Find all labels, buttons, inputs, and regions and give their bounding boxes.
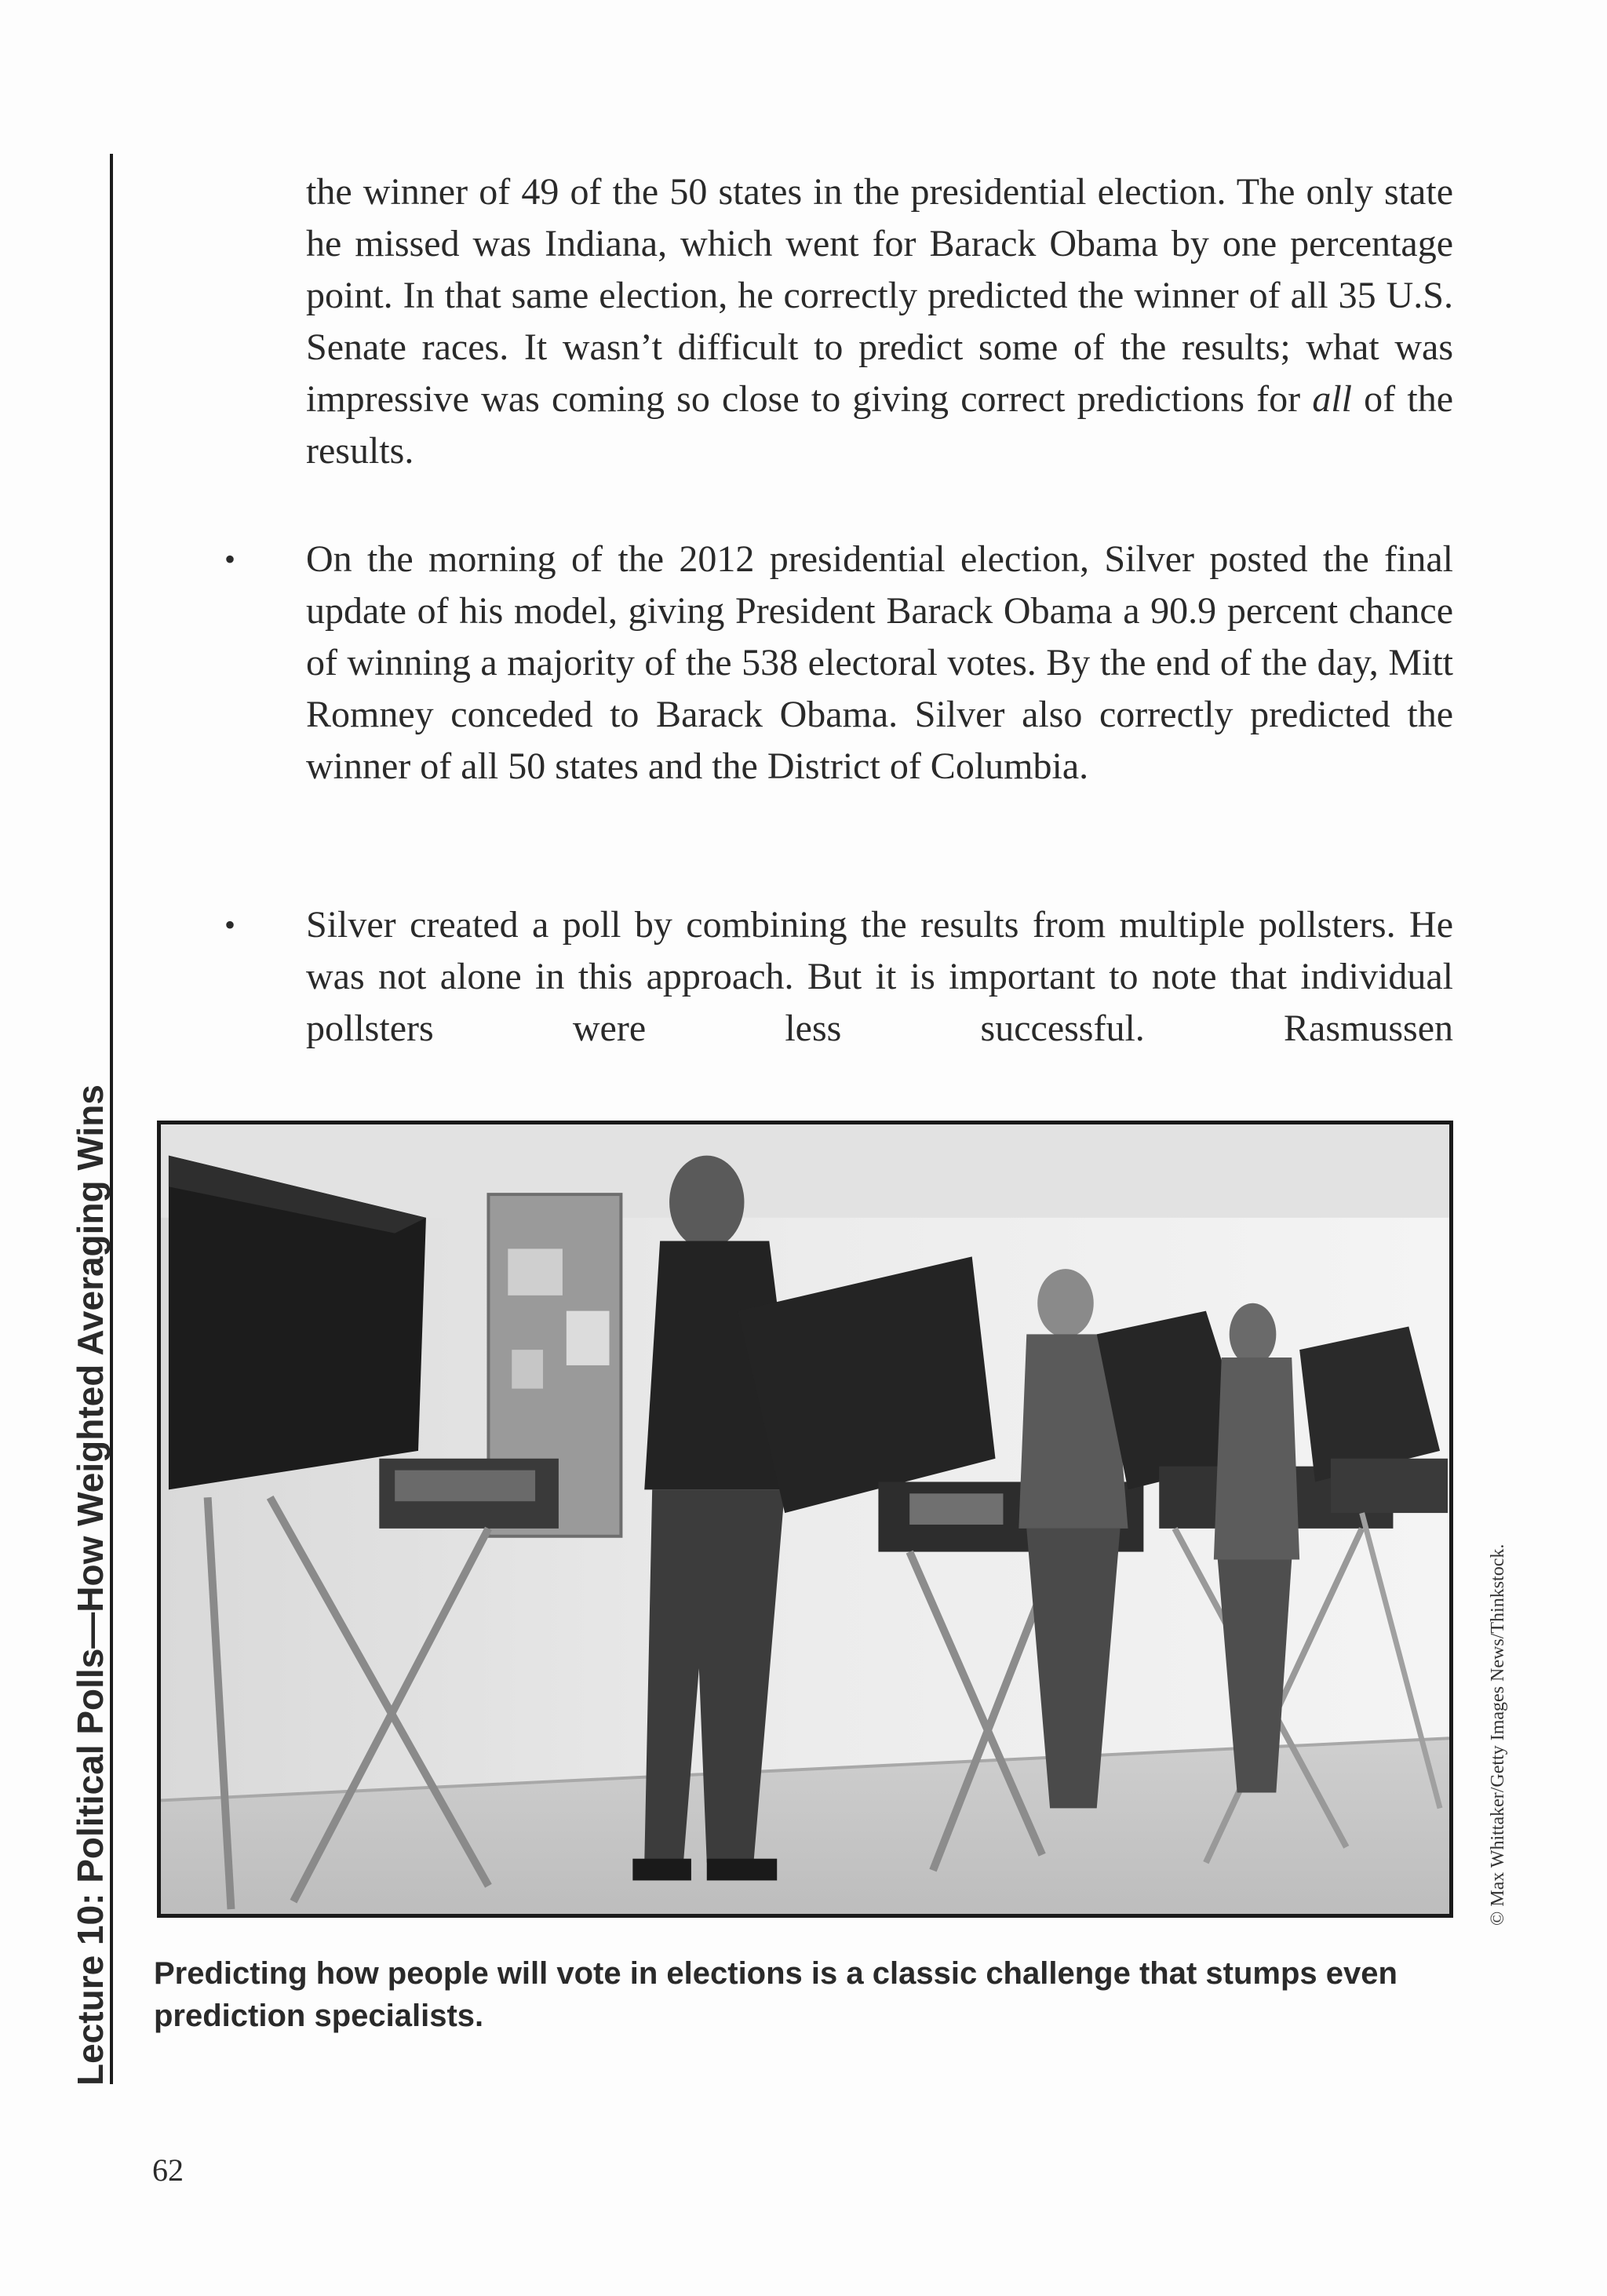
bullet-icon: • (224, 907, 236, 942)
voting-booths-photo (157, 1121, 1453, 1918)
emphasis-text: all (1312, 378, 1352, 420)
paragraph-text: the winner of 49 of the 50 states in the presidential election. The only state he missed was Indiana, which went for Barack Obama by one percentage point. In that same election, he correctly predicted the winner of all 35 U.S. Senate races. It wasn’t difficult to predict some of the results; what was impressive was coming so close to giving correct predictions for (306, 171, 1453, 420)
bullet-paragraph-1: On the morning of the 2012 presidential election, Silver posted the final update of his model, giving President Barack Obama a 90.9 percent chance of winning a majority of the 538 electoral votes. By the end of the day, Mitt Romney conceded to Barack Obama. Silver also correctly predicted the winner of all 50 states and the District of Columbia. (306, 538, 1453, 787)
bullet-paragraph-2: Silver created a poll by combining the results from multiple pollsters. He was not alone in this approach. But it is important to note that individual pollsters were less successful. Rasmussen (306, 904, 1453, 1049)
photo-illustration (161, 1124, 1449, 1914)
bullet-icon: • (224, 541, 236, 577)
figure-caption: Predicting how people will vote in elections is a classic challenge that stumps even prediction specialists. (154, 1956, 1397, 2033)
running-head: Lecture 10: Political Polls—How Weighted Averaging Wins (70, 1084, 111, 2086)
paragraph-tail: of the results. (306, 378, 1453, 472)
paragraph-continued (306, 166, 1453, 477)
page-number: 62 (152, 2152, 184, 2188)
photo-credit: © Max Whittaker/Getty Images News/Thinkstock. (1488, 1543, 1508, 1926)
